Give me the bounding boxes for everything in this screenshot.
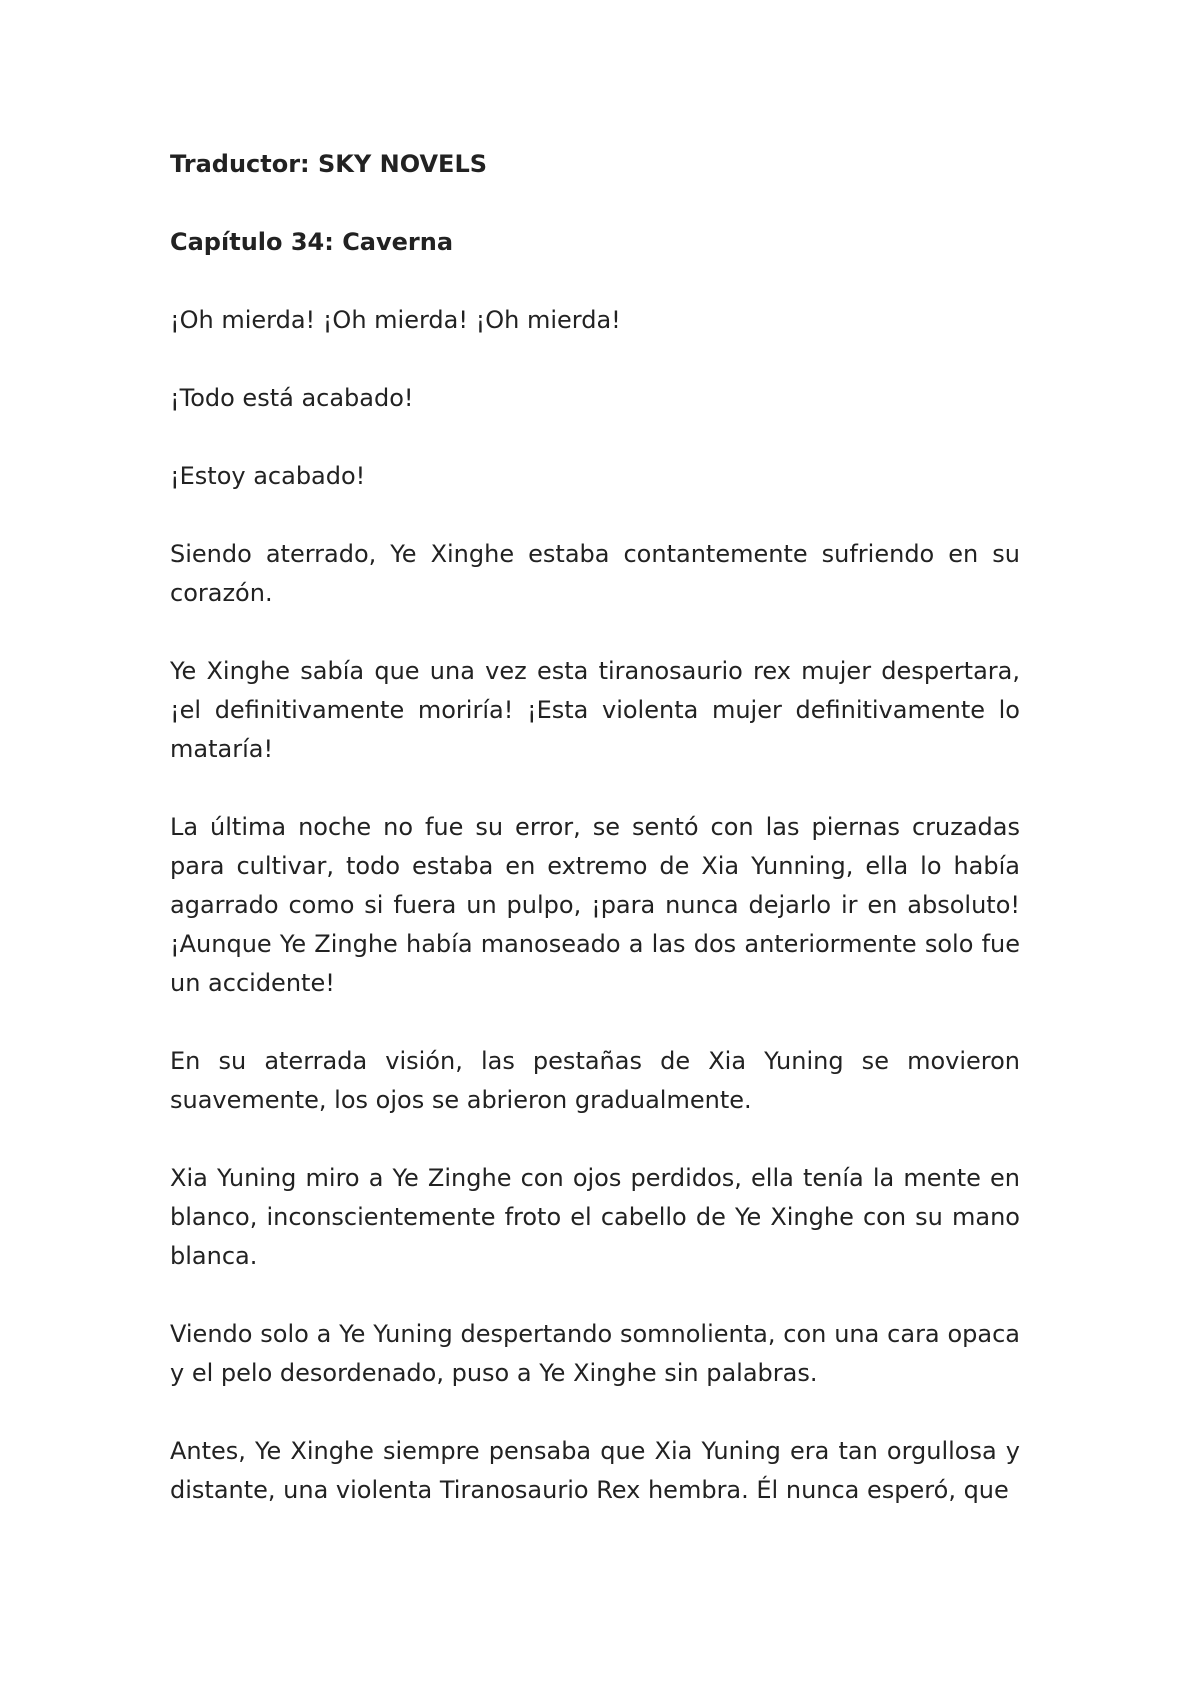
- translator-credit: Traductor: SKY NOVELS: [170, 150, 488, 178]
- paragraph: ¡Estoy acabado!: [170, 462, 366, 490]
- paragraph: Viendo solo a Ye Yuning despertando somnolienta, con una cara opaca y el pelo desordenado, puso a Ye Xinghe sin palabras.: [170, 1320, 1020, 1387]
- paragraph: En su aterrada visión, las pestañas de Xia Yuning se movieron suavemente, los ojos se abrieron gradualmente.: [170, 1047, 1020, 1114]
- paragraph: ¡Todo está acabado!: [170, 384, 414, 412]
- chapter-title: Capítulo 34: Caverna: [170, 228, 454, 256]
- paragraph: Antes, Ye Xinghe siempre pensaba que Xia Yuning era tan orgullosa y distante, una violenta Tiranosaurio Rex hembra. Él nunca esperó, que: [170, 1437, 1020, 1504]
- paragraph: Xia Yuning miro a Ye Zinghe con ojos perdidos, ella tenía la mente en blanco, inconscientemente froto el cabello de Ye Xinghe con su mano blanca.: [170, 1164, 1020, 1270]
- paragraph: Siendo aterrado, Ye Xinghe estaba contantemente sufriendo en su corazón.: [170, 540, 1020, 607]
- paragraph: La última noche no fue su error, se sentó con las piernas cruzadas para cultivar, todo estaba en extremo de Xia Yunning, ella lo había agarrado como si fuera un pulpo, ¡para nunca dejarlo ir en absoluto! ¡Aunque Ye Zinghe había manoseado a las dos anteriormente solo fue un accidente!: [170, 813, 1020, 997]
- document-page: [170, 145, 1020, 1549]
- paragraph: Ye Xinghe sabía que una vez esta tiranosaurio rex mujer despertara, ¡el definitivamente moriría! ¡Esta violenta mujer definitivamente lo mataría!: [170, 657, 1020, 763]
- paragraph: ¡Oh mierda! ¡Oh mierda! ¡Oh mierda!: [170, 306, 621, 334]
